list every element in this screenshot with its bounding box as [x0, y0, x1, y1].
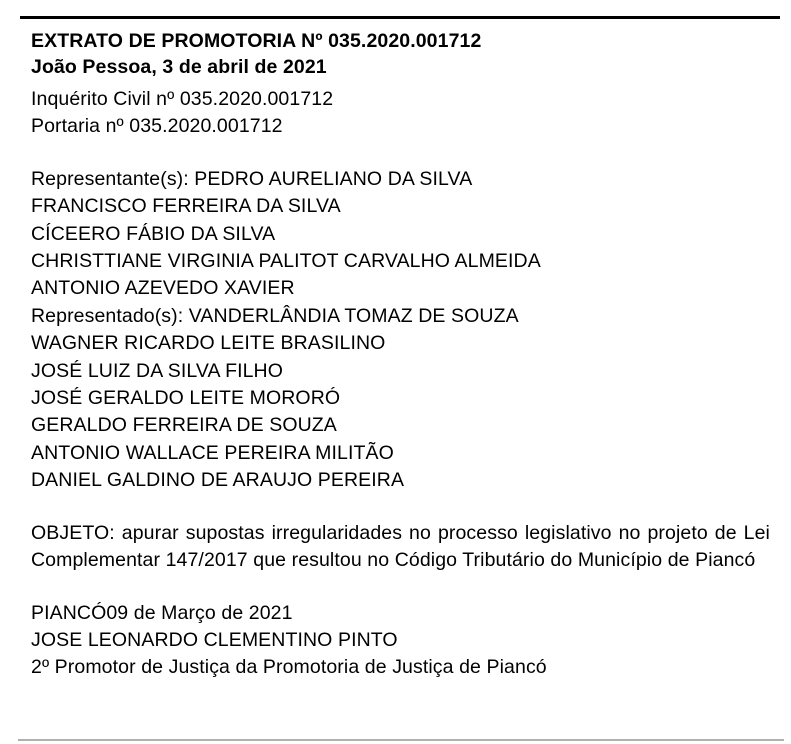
party-line: ANTONIO WALLACE PEREIRA MILITÃO [31, 441, 394, 464]
signature-role: 2º Promotor de Justiça da Promotoria de Justiça de Piancó [31, 656, 547, 679]
inquerito-civil-line: Inquérito Civil nº 035.2020.001712 [31, 88, 334, 110]
party-line: Representado(s): VANDERLÂNDIA TOMAZ DE SOUZA [31, 304, 519, 327]
party-line: CÍCEERO FÁBIO DA SILVA [31, 222, 276, 245]
party-line: ANTONIO AZEVEDO XAVIER [31, 277, 295, 300]
party-line: DANIEL GALDINO DE ARAUJO PEREIRA [31, 469, 405, 492]
portaria-line: Portaria nº 035.2020.001712 [31, 115, 283, 138]
signature-name: JOSE LEONARDO CLEMENTINO PINTO [31, 628, 398, 651]
party-line: FRANCISCO FERREIRA DA SILVA [31, 195, 341, 218]
bottom-divider-rule [18, 739, 784, 741]
party-line: GERALDO FERREIRA DE SOUZA [31, 414, 337, 437]
signature-block [31, 600, 770, 682]
party-line: JOSÉ LUIZ DA SILVA FILHO [31, 359, 284, 382]
document-title: EXTRATO DE PROMOTORIA Nº 035.2020.001712 [31, 30, 482, 52]
party-line: CHRISTTIANE VIRGINIA PALITOT CARVALHO ALMEIDA [31, 250, 541, 273]
top-divider-rule [20, 16, 780, 19]
document-dateline: João Pessoa, 3 de abril de 2021 [31, 56, 327, 78]
party-line: Representante(s): PEDRO AURELIANO DA SILVA [31, 167, 473, 190]
party-line: WAGNER RICARDO LEITE BRASILINO [31, 332, 386, 355]
case-meta-block [31, 86, 770, 141]
signature-place-date: PIANCÓ09 de Março de 2021 [31, 601, 293, 624]
party-line: JOSÉ GERALDO LEITE MORORÓ [31, 387, 341, 410]
objeto-paragraph: OBJETO: apurar supostas irregularidades no processo legislativo no projeto de Lei Complementar 147/2017 que resultou no Código Tributário do Município de Piancó [31, 521, 770, 572]
document-body [31, 28, 770, 682]
parties-list [31, 166, 770, 495]
